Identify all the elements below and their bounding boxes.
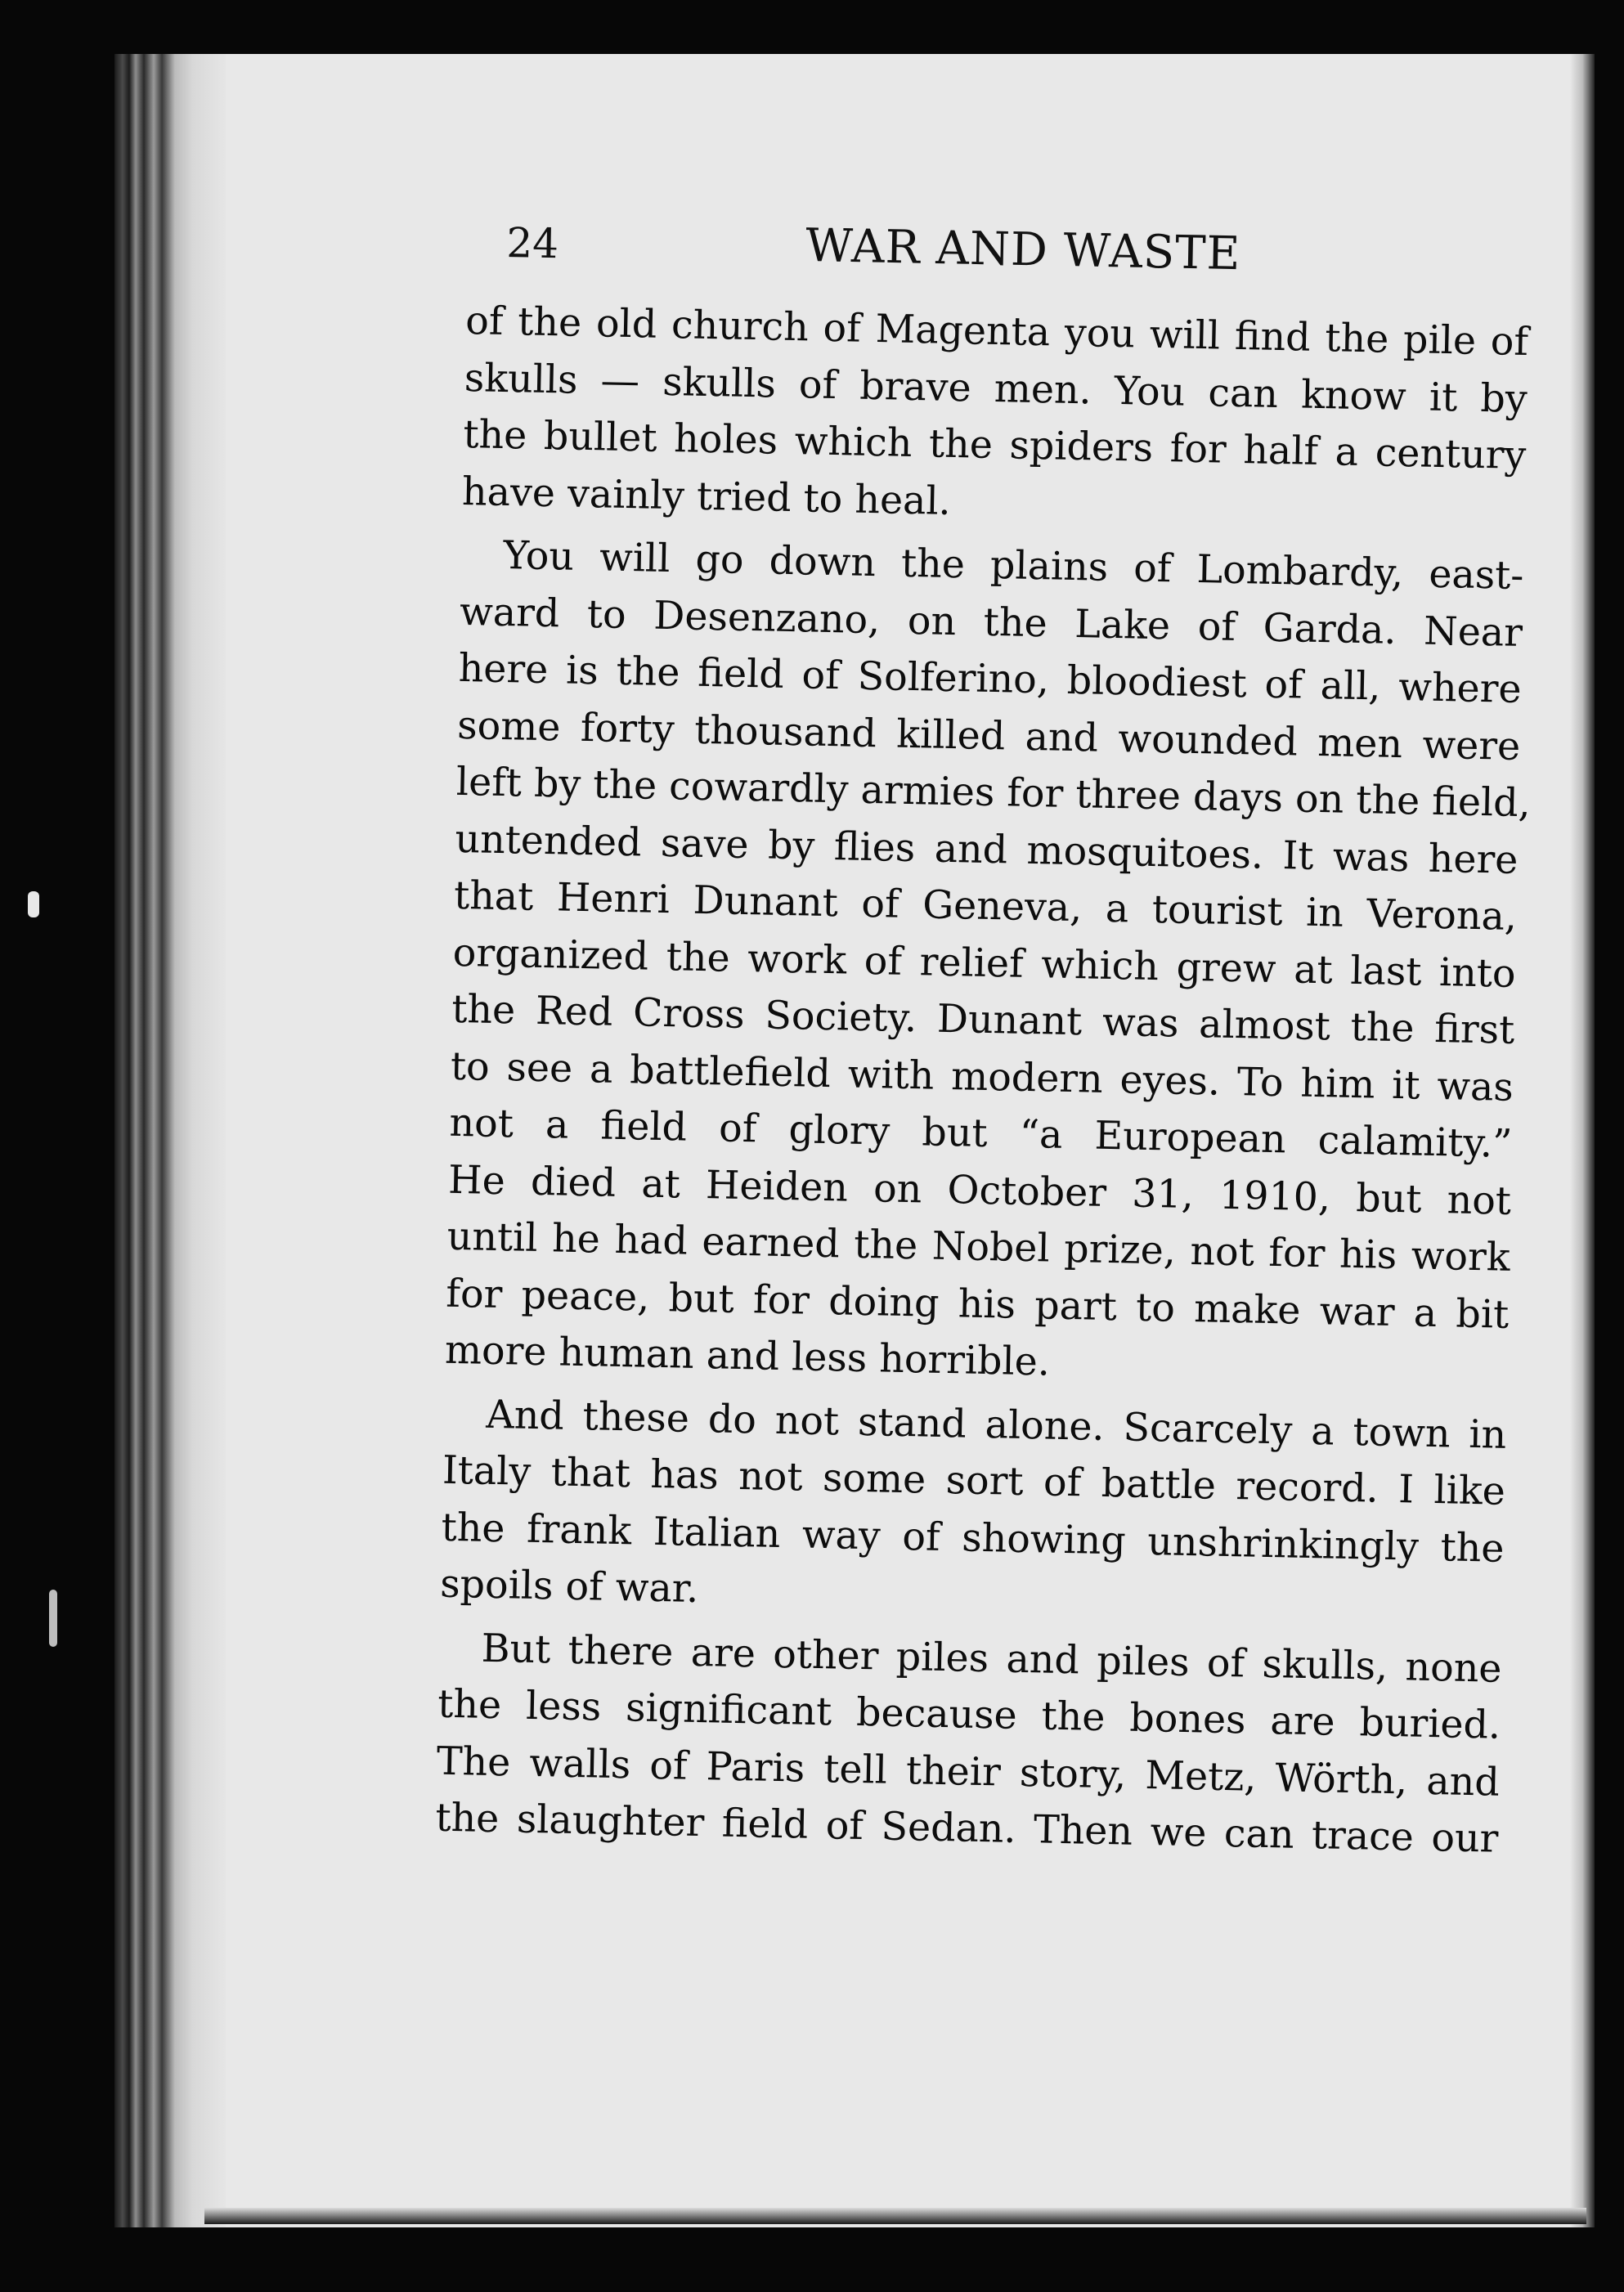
paragraph [444,527,1532,1400]
text-line: the bullet holes which the spiders for half a century [462,411,1527,479]
text-line: You will go down the plains of Lombardy, east- [503,532,1524,599]
text-line: spoils of war. [439,1561,699,1612]
paragraph [461,293,1528,541]
text-line: for peace, but for doing his part to make war a bit [445,1271,1510,1338]
margin-mark [49,1590,57,1647]
text-line: the Red Cross Society. Dunant was almost the first [451,986,1515,1053]
text-line: skulls — skulls of brave men. You can know it by [464,355,1528,422]
text-line: left by the cowardly armies for three days on the field, [455,759,1532,827]
margin-mark [28,891,39,917]
text-line: untended save by flies and mosquitoes. It was here [455,816,1519,883]
text-line: not a field of glory but “a European calamity.” [449,1100,1513,1167]
text-line: here is the field of Solferino, bloodiest of all, where [458,645,1523,712]
paragraph [435,1619,1502,1868]
text-line: to see a battlefield with modern eyes. To him it was [450,1043,1514,1110]
text-line: organized the work of relief which grew at last into [452,930,1517,997]
text-line: that Henri Dunant of Geneva, a tourist in Verona, [453,872,1518,940]
text-line: until he had earned the Nobel prize, not for his work [446,1213,1511,1281]
text-line: the less significant because the bones are buried. [437,1681,1501,1748]
text-line: the slaughter field of Sedan. Then we can trace our [435,1795,1499,1862]
text-line: And these do not stand alone. Scarcely a town in [485,1392,1507,1458]
text-line: have vainly tried to heal. [461,469,952,524]
text-line: more human and less horrible. [444,1327,1051,1385]
page-right-edge [1570,54,1595,2227]
text-line: The walls of Paris tell their story, Metz, Wörth, and [436,1738,1501,1805]
page-header [507,219,1488,285]
text-line: He died at Heiden on October 31, 1910, but not [447,1157,1512,1224]
text-line: But there are other piles and piles of skulls, none [481,1626,1503,1692]
text-line: Italy that has not some sort of battle record. I like [442,1447,1506,1514]
body-text [435,293,1532,1868]
running-head: WAR AND WASTE [805,219,1242,281]
text-line: of the old church of Magenta you will find the pile of [464,298,1529,366]
paragraph [440,1385,1507,1634]
page-bottom-edge [204,2208,1586,2224]
text-line: the frank Italian way of showing unshrinkingly the [441,1505,1505,1572]
text-line: some forty thousand killed and wounded men were [456,702,1521,769]
page-number: 24 [505,219,559,268]
text-line: ward to Desenzano, on the Lake of Garda. Near [459,589,1523,656]
